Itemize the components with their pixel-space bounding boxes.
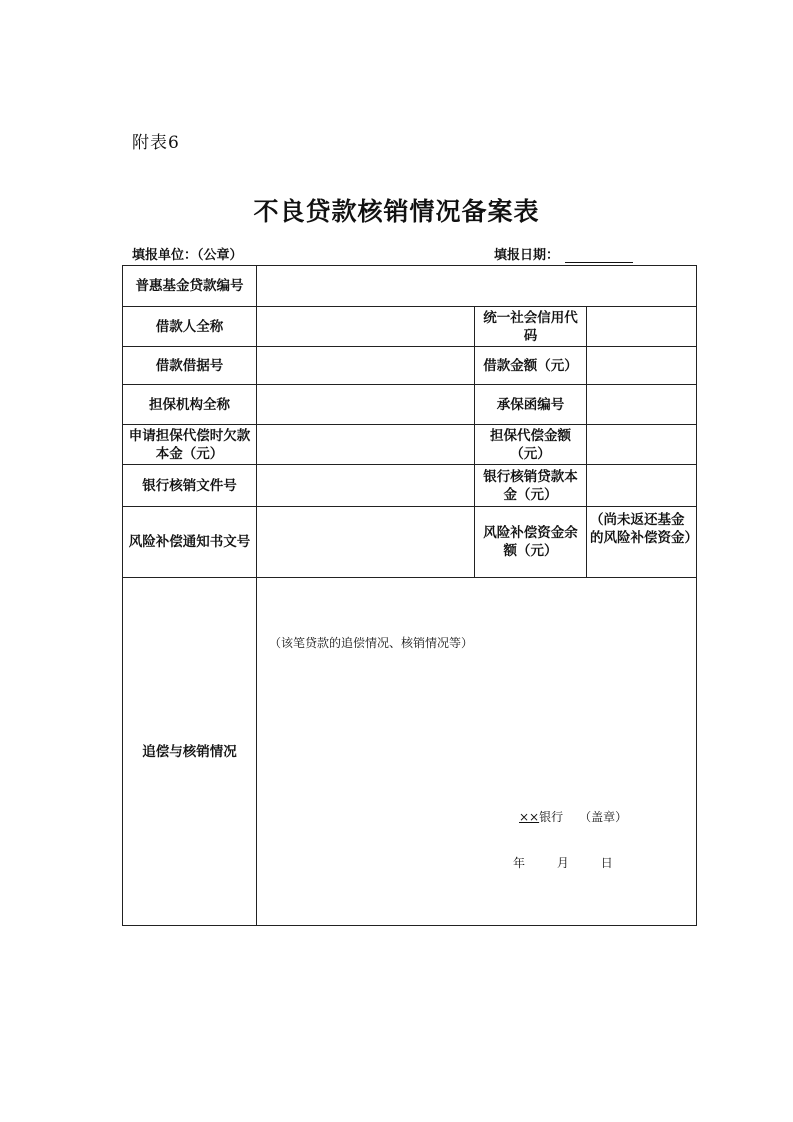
value-loan-no[interactable] <box>257 266 697 307</box>
label-recovery: 追偿与核销情况 <box>123 578 257 926</box>
table-row <box>123 266 697 307</box>
table-row <box>123 578 697 926</box>
value-compensation-amount[interactable] <box>587 425 697 465</box>
sign-date-row <box>513 854 641 872</box>
bank-name-prefix: ×× <box>519 810 540 824</box>
label-guarantor: 担保机构全称 <box>123 385 257 425</box>
year-label: 年 <box>513 856 526 870</box>
value-credit-code[interactable] <box>587 307 697 347</box>
seal-label: （盖章） <box>579 810 628 824</box>
table-row <box>123 347 697 385</box>
document-title: 不良贷款核销情况备案表 <box>253 197 540 226</box>
fill-date-field <box>494 244 633 263</box>
value-guarantor[interactable] <box>257 385 475 425</box>
bank-seal-line <box>519 808 627 826</box>
label-writeoff-doc-no: 银行核销文件号 <box>123 465 257 507</box>
label-guarantee-letter-no: 承保函编号 <box>475 385 587 425</box>
table-row <box>123 425 697 465</box>
value-writeoff-doc-no[interactable] <box>257 465 475 507</box>
value-iou-no[interactable] <box>257 347 475 385</box>
value-writeoff-principal[interactable] <box>587 465 697 507</box>
value-guarantee-letter-no[interactable] <box>587 385 697 425</box>
label-borrower-name: 借款人全称 <box>123 307 257 347</box>
recovery-note: （该笔贷款的追偿情况、核销情况等） <box>269 636 474 650</box>
value-borrower-name[interactable] <box>257 307 475 347</box>
fill-unit-label: 填报单位：（公章） <box>132 248 243 263</box>
risk-balance-note: （尚未返还基金的风险补偿资金） <box>587 507 697 578</box>
table-row <box>123 507 697 578</box>
table-row <box>123 307 697 347</box>
label-compensation-amount: 担保代偿金额（元） <box>475 425 587 465</box>
label-apply-principal: 申请担保代偿时欠款本金（元） <box>123 425 257 465</box>
label-loan-amount: 借款金额（元） <box>475 347 587 385</box>
fill-date-label: 填报日期： <box>494 248 560 263</box>
fill-date-blank[interactable] <box>565 248 633 263</box>
label-credit-code: 统一社会信用代码 <box>475 307 587 347</box>
label-iou-no: 借款借据号 <box>123 347 257 385</box>
value-risk-notice-no[interactable] <box>257 507 475 578</box>
label-loan-no: 普惠基金贷款编号 <box>123 266 257 307</box>
month-label: 月 <box>556 856 569 870</box>
value-loan-amount[interactable] <box>587 347 697 385</box>
label-risk-notice-no: 风险补偿通知书文号 <box>123 507 257 578</box>
label-writeoff-principal: 银行核销贷款本金（元） <box>475 465 587 507</box>
recovery-writeoff-cell[interactable] <box>257 578 697 926</box>
table-row <box>123 385 697 425</box>
value-apply-principal[interactable] <box>257 425 475 465</box>
bank-label: 银行 <box>539 810 564 824</box>
label-risk-balance: 风险补偿资金余额（元） <box>475 507 587 578</box>
appendix-label: 附表6 <box>132 133 180 153</box>
table-row <box>123 465 697 507</box>
writeoff-form-table <box>122 265 697 926</box>
day-label: 日 <box>600 856 613 870</box>
